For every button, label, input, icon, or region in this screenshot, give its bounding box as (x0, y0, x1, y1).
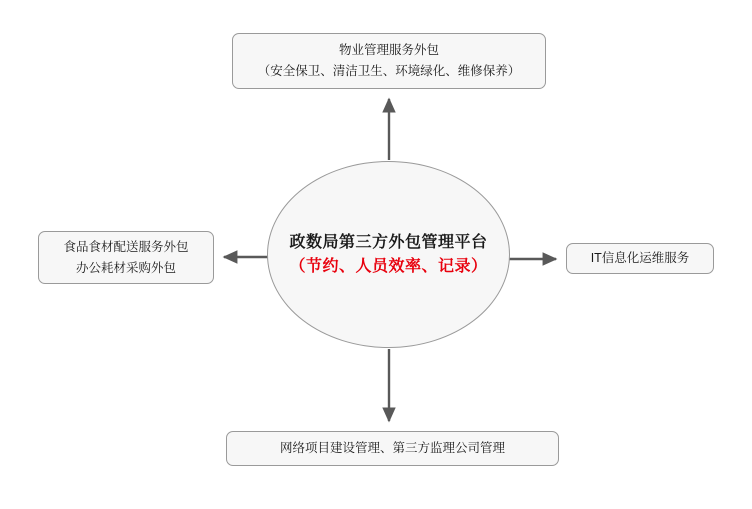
node-property-management-line-1: 物业管理服务外包 (338, 43, 439, 58)
node-property-management (232, 33, 546, 89)
node-it-operations-line-1: IT信息化运维服务 (590, 251, 690, 266)
node-food-and-supplies (38, 231, 214, 284)
node-food-and-supplies-line-1: 食品食材配送服务外包 (63, 239, 189, 254)
node-food-and-supplies-line-2: 办公耗材采购外包 (75, 260, 176, 275)
node-property-management-line-2: （安全保卫、清洁卫生、环境绿化、维修保养） (257, 64, 521, 78)
node-network-project-supervision (226, 431, 559, 466)
node-network-project-supervision-line-1: 网络项目建设管理、第三方监理公司管理 (279, 441, 505, 456)
central-platform-node (267, 161, 510, 348)
node-it-operations (566, 243, 714, 274)
central-platform-subtitle: （节约、人员效率、记录） (289, 257, 488, 275)
central-platform-title: 政数局第三方外包管理平台 (289, 233, 488, 251)
